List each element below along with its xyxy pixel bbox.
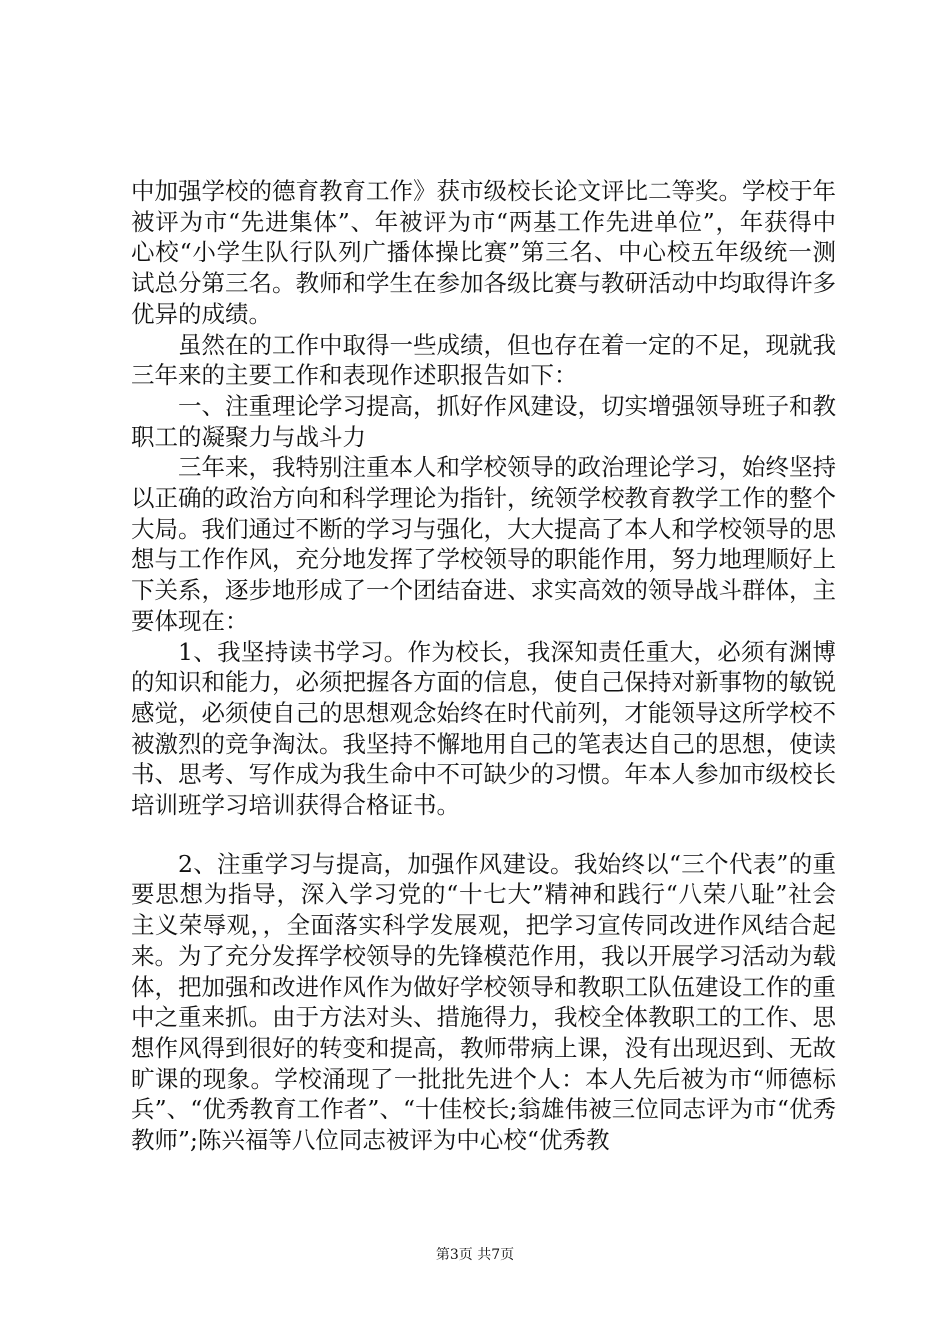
page-footer: 第3页 共7页 [435, 1247, 515, 1263]
paragraph-item-2: 2、注重学习与提高，加强作风建设。我始终以“三个代表”的重要思想为指导，深入学习党的“十七大”精神和践行“八荣八耻”社会主义荣辱观，，全面落实科学发展观，把学习宣传同改进作风结合起来。为了充分发挥学校领导的先锋模范作用，我以开展学习活动为载体，把加强和改进作风作为做好学校领导和教职工队伍建设工作的重中之重来抓。由于方法对头、措施得力，我校全体教职工的工作、思想作风得到很好的转变和提高，教师带病上课，没有出现迟到、无故旷课的现象。学校涌现了一批批先进个人：本人先后被为市“师德标兵”、“优秀教育工作者”、“十佳校长;翁雄伟被三位同志评为市“优秀教师”;陈兴福等八位同志被评为中心校“优秀教 [131, 849, 836, 1155]
document-body [131, 176, 836, 1156]
paragraph-spacer [131, 821, 836, 849]
paragraph-continuation: 中加强学校的德育教育工作》获市级校长论文评比二等奖。学校于年被评为市“先进集体”、年被评为市“两基工作先进单位”，年获得中心校“小学生队行队列广播体操比赛”第三名、中心校五年级统一测试总分第三名。教师和学生在参加各级比赛与教研活动中均取得许多优异的成绩。 [131, 177, 836, 328]
paragraph-intro: 虽然在的工作中取得一些成绩，但也存在着一定的不足，现就我三年来的主要工作和表现作述职报告如下： [131, 330, 836, 390]
section-heading-1: 一、注重理论学习提高，抓好作风建设，切实增强领导班子和教职工的凝聚力与战斗力 [131, 391, 836, 451]
paragraph-item-1: 1、我坚持读书学习。作为校长，我深知责任重大，必须有渊博的知识和能力，必须把握各方面的信息，使自己保持对新事物的敏锐感觉，必须使自己的思想观念始终在时代前列，才能领导这所学校不被激烈的竞争淘汰。我坚持不懈地用自己的笔表达自己的思想，使读书、思考、写作成为我生命中不可缺少的习惯。年本人参加市级校长培训班学习培训获得合格证书。 [131, 637, 836, 820]
paragraph-section-1: 三年来，我特别注重本人和学校领导的政治理论学习，始终坚持以正确的政治方向和科学理论为指针，统领学校教育教学工作的整个大局。我们通过不断的学习与强化，大大提高了本人和学校领导的思想与工作作风，充分地发挥了学校领导的职能作用，努力地理顺好上下关系，逐步地形成了一个团结奋进、求实高效的领导战斗群体，主要体现在： [131, 453, 836, 635]
